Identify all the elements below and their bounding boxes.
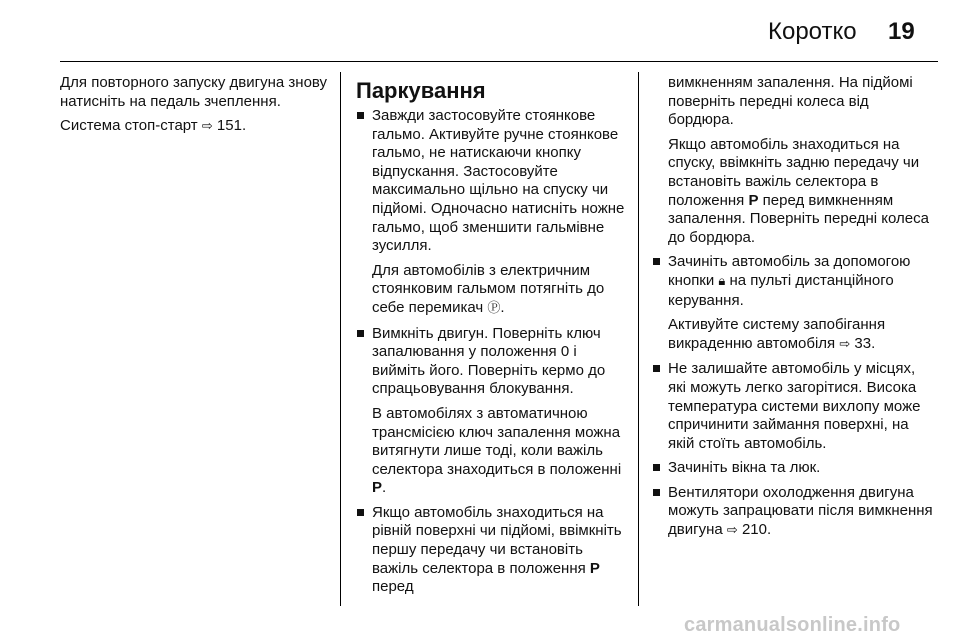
paragraph: Для повторного запуску двигуна знову натисніть на педаль зчеплення. xyxy=(60,74,328,110)
bullet-list xyxy=(356,107,628,597)
column-divider-1 xyxy=(340,72,341,606)
list-item: Якщо автомобіль знаходиться на рівній поверхні чи підйомі, ввімкніть першу передачу чи встановіть важіль селектора в положення P перед xyxy=(356,504,628,597)
paragraph-stop-start: Система стоп-старт ⇨ 151. xyxy=(60,117,247,135)
continued-item: вимкненням запалення. На підйомі поверніть передні колеса від бордюра. Якщо автомобіль знаходиться на спуску, ввімкніть задню передачу чи встановіть важіль селектора в положення P перед вимкненням запалення. Поверніть передні колеса до бордюра. xyxy=(668,74,929,246)
list-item: Вентилятори охолодження двигуна можуть запрацювати після вимкнення двигуна ⇨ 210. xyxy=(652,484,936,541)
parking-brake-icon: Ⓟ xyxy=(487,300,501,316)
list-item: Зачиніть вікна та люк. xyxy=(652,459,936,478)
lock-icon: 🔒︎ xyxy=(718,273,726,289)
header-rule xyxy=(60,61,938,62)
page-header xyxy=(0,0,960,62)
page-reference-link[interactable]: 33. xyxy=(854,334,876,352)
bullet-icon xyxy=(653,258,660,265)
column-3 xyxy=(652,74,936,547)
list-item: Не залишайте автомобіль у місцях, які можуть легко загорітися. Висока температура системи вихлопу може спричинити займання поверхні, на якій стоїть автомобіль. xyxy=(652,360,936,453)
bullet-icon xyxy=(653,365,660,372)
header-title: Коротко xyxy=(768,18,857,45)
reference-arrow-icon: ⇨ xyxy=(726,523,738,539)
bullet-list xyxy=(652,253,936,540)
reference-arrow-icon: ⇨ xyxy=(839,336,851,352)
bullet-icon xyxy=(653,489,660,496)
bullet-icon xyxy=(357,509,364,516)
watermark: carmanualsonline.info xyxy=(684,614,901,636)
column-divider-2 xyxy=(638,72,639,606)
page-number: 19 xyxy=(888,18,915,45)
section-heading: Паркування xyxy=(356,78,486,103)
list-item: Вимкніть двигун. Поверніть ключ запалювання у положення 0 і вийміть його. Поверніть кермо до спрацьовування блокування. В автомобілях з автоматичною трансмісією ключ запалення можна витягнути лише тоді, коли важіль селектора знаходиться в положенні P. xyxy=(356,325,628,498)
page-reference-link[interactable]: 210. xyxy=(741,521,772,539)
list-item: Завжди застосовуйте стоянкове гальмо. Активуйте ручне стоянкове гальмо, не натискаючи кнопку відпускання. Застосовуйте максимально щільно на спуску чи підйомі. Одночасно натисніть ножне гальмо, щоб зменшити гальмівне зусилля. Для автомобілів з електричним стоянковим гальмом потягніть до себе перемикач Ⓟ. xyxy=(356,107,628,319)
column-1 xyxy=(60,74,328,143)
page-footer xyxy=(0,612,960,642)
page-reference-link[interactable]: 151. xyxy=(216,117,247,135)
column-2 xyxy=(356,78,628,603)
bullet-icon xyxy=(653,464,660,471)
bullet-icon xyxy=(357,112,364,119)
bullet-icon xyxy=(357,330,364,337)
list-item: Зачиніть автомобіль за допомогою кнопки 🔒︎ на пульті дистанційного керування. Активуйте систему запобігання викраденню автомобіля ⇨ 33. xyxy=(652,253,936,354)
reference-arrow-icon: ⇨ xyxy=(201,119,213,135)
